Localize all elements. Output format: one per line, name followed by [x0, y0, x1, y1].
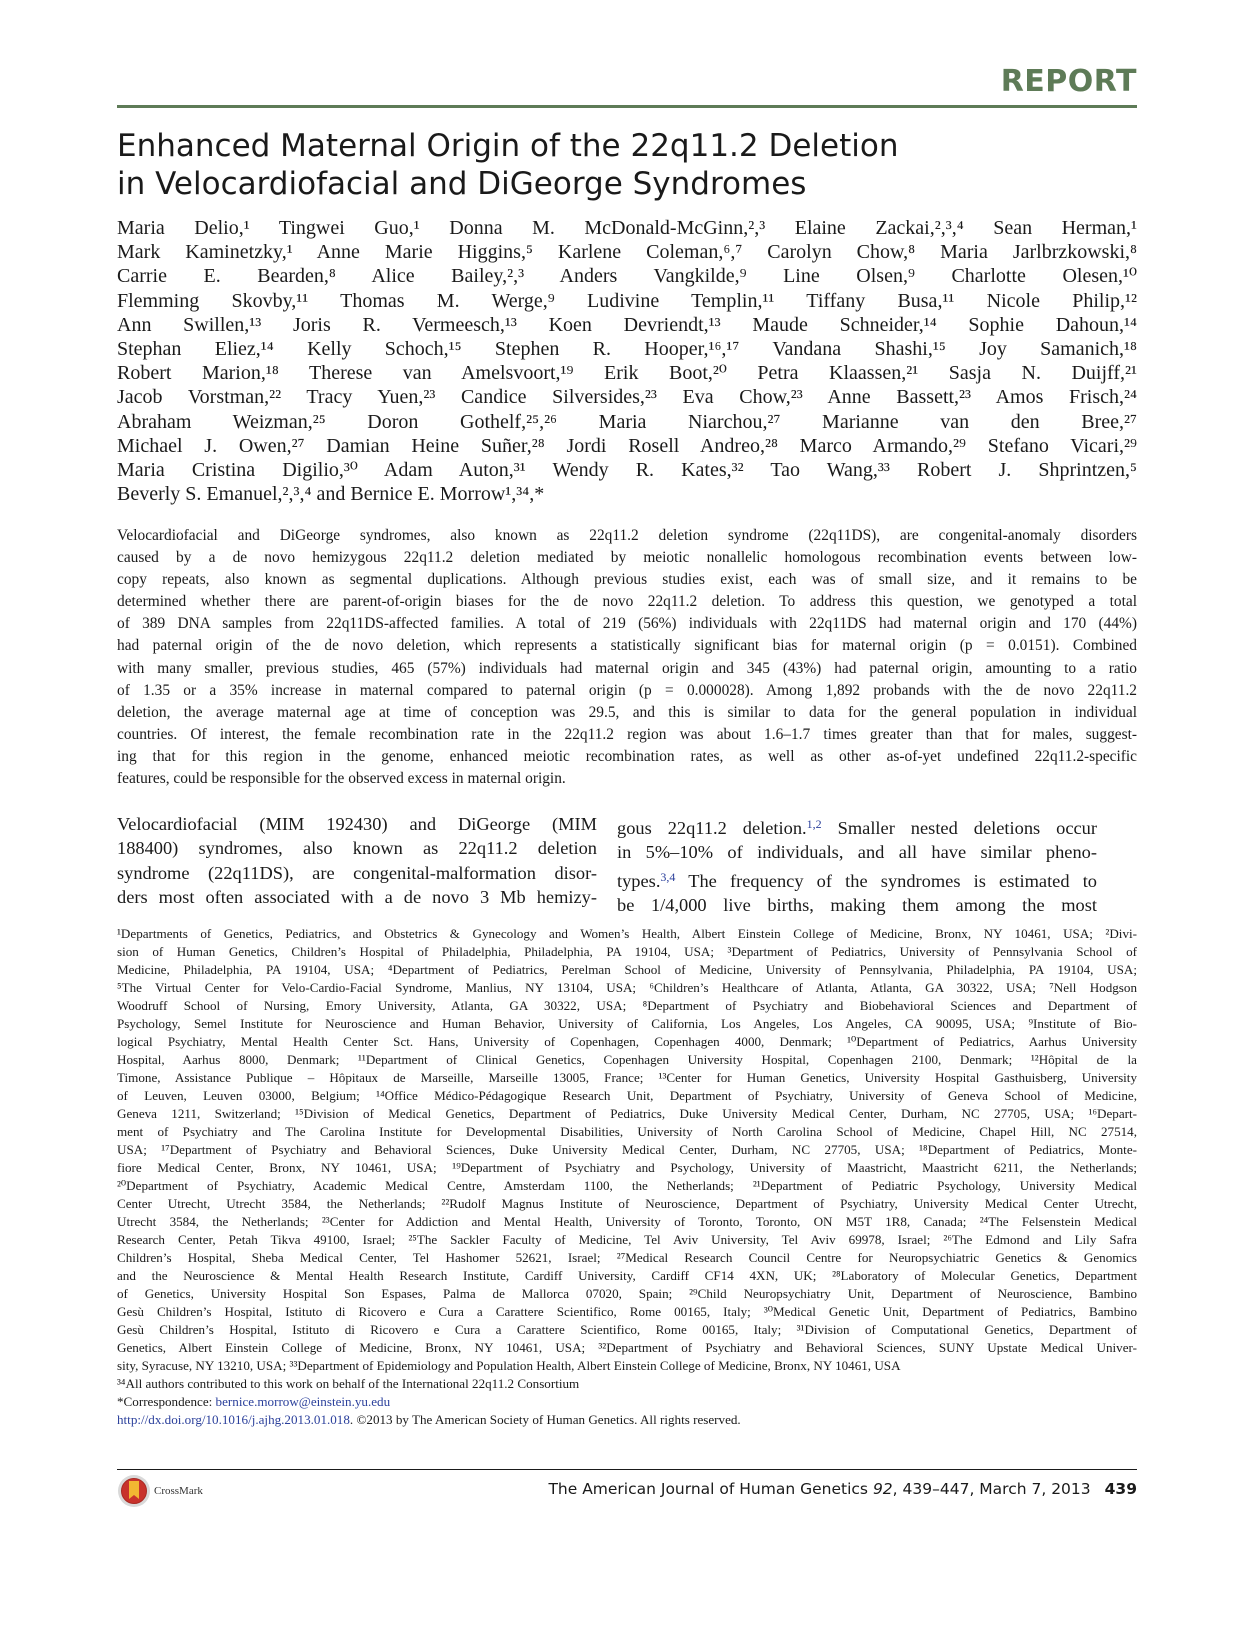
author-line: Beverly S. Emanuel,²,³,⁴ and Bernice E. Morrow¹,³⁴,*	[117, 483, 545, 506]
body-line: ders most often associated with a de novo 3 Mb hemizy-	[117, 886, 597, 907]
affiliation-line: USA; ¹⁷Department of Psychiatry and Behavioral Sciences, Duke University Medical Center, Durham, NC 27705, USA; ¹⁸Department of Pediatrics, Monte-	[117, 1142, 1137, 1157]
affiliation-line: Psychology, Semel Institute for Neuroscience and Human Behavior, University of California, Los Angeles, Los Angeles, CA 90095, USA; ⁹Institute of Bio-	[117, 1016, 1137, 1031]
crossmark-label: CrossMark	[154, 1485, 203, 1497]
affiliation-line: sion of Human Genetics, Children’s Hospital of Philadelphia, Philadelphia, PA 19104, USA; ³Department of Pediatrics, University of Pennsylvania School of	[117, 944, 1137, 959]
body-line: in 5%–10% of individuals, and all have similar pheno-	[617, 842, 1097, 863]
abstract-line: deletion, the average maternal age at time of conception was 29.5, and this is similar to data for the general population in individual	[117, 703, 1137, 721]
abstract-line: with many smaller, previous studies, 465 (57%) individuals had maternal origin and 345 (43%) had paternal origin, amounting to a ratio	[117, 659, 1137, 677]
journal-volume: 92	[872, 1480, 893, 1498]
reference-link[interactable]: 1,2	[806, 817, 822, 831]
affiliation-line: Genetics, Albert Einstein College of Medicine, Bronx, NY 10461, USA; ³²Department of Psychiatry and Behavioral Sciences, SUNY Upstate Medical Univer-	[117, 1340, 1137, 1355]
body-line: Velocardiofacial (MIM 192430) and DiGeorge (MIM	[117, 814, 597, 834]
author-line: Stephan Eliez,¹⁴ Kelly Schoch,¹⁵ Stephen R. Hooper,¹⁶,¹⁷ Vandana Shashi,¹⁵ Joy Samanich,¹⁸	[117, 338, 1137, 361]
affiliation-line: of Leuven, Leuven 03000, Belgium; ¹⁴Office Médico-Pédagogique Research Unit, Department of Psychiatry, University of Geneva School of Medicine,	[117, 1088, 1137, 1103]
abstract-line: of 1.35 or a 35% increase in maternal compared to paternal origin (p = 0.000028). Among 1,892 probands with the de novo 22q11.2	[117, 681, 1137, 699]
author-line: Carrie E. Bearden,⁸ Alice Bailey,²,³ Anders Vangkilde,⁹ Line Olsen,⁹ Charlotte Olesen,¹⁰	[117, 265, 1137, 288]
journal-citation	[548, 1480, 1137, 1498]
affiliation-line: logical Psychiatry, Mental Health Center Sct. Hans, University of Copenhagen, Copenhagen 4000, Denmark; ¹⁰Department of Pediatrics, Aarhus University	[117, 1034, 1137, 1049]
body-column-left	[117, 812, 597, 909]
affiliation-line: ¹Departments of Genetics, Pediatrics, and Obstetrics & Gynecology and Women’s Health, Albert Einstein College of Medicine, Bronx, NY 10461, USA; ²Divi-	[117, 926, 1137, 941]
affiliation-line: sity, Syracuse, NY 13210, USA; ³³Department of Epidemiology and Population Health, Albert Einstein College of Medicine, Bronx, NY 10461, USA	[117, 1358, 901, 1373]
body-line	[617, 865, 1097, 893]
affiliation-line: Geneva 1211, Switzerland; ¹⁵Division of Medical Genetics, Department of Pediatrics, Duke University Medical Center, Durham, NC 27705, USA; ¹⁶Depart-	[117, 1106, 1137, 1121]
crossmark-badge[interactable]	[117, 1474, 247, 1510]
journal-pages-date: , 439–447, March 7, 2013	[892, 1480, 1091, 1498]
correspondence-label: *Correspondence:	[117, 1394, 216, 1409]
affiliation-line: ment of Psychiatry and The Carolina Institute for Developmental Disabilities, University of North Carolina School of Medicine, Chapel Hill, NC 27514,	[117, 1124, 1137, 1139]
abstract-line: copy repeats, also known as segmental duplications. Although previous studies exist, each was of small size, and it remains to be	[117, 571, 1137, 589]
abstract-line: features, could be responsible for the observed excess in maternal origin.	[117, 770, 566, 788]
abstract-line: had paternal origin of the de novo deletion, which represents a statistically significant bias for maternal origin (p = 0.0151). Combined	[117, 637, 1137, 655]
abstract-line: determined whether there are parent-of-origin biases for the de novo 22q11.2 deletion. To address this question, we genotyped a total	[117, 593, 1137, 611]
page-number: 439	[1104, 1480, 1137, 1498]
affiliation-line: ⁵The Virtual Center for Velo-Cardio-Facial Syndrome, Manlius, NY 13104, USA; ⁶Children’s Healthcare of Atlanta, Atlanta, GA 30322, USA; ⁷Nell Hodgson	[117, 980, 1137, 995]
affiliation-line: of Genetics, University Hospital Son Espases, Palma de Mallorca 07020, Spain; ²⁹Child Neuropsychiatry Unit, Department of Neuroscience, Bambino	[117, 1286, 1137, 1301]
body-line: 188400) syndromes, also known as 22q11.2 deletion	[117, 838, 597, 859]
abstract-line: ing that for this region in the genome, enhanced meiotic recombination rates, as well as other as-of-yet undefined 22q11.2-specific	[117, 747, 1137, 765]
doi-link[interactable]: http://dx.doi.org/10.1016/j.ajhg.2013.01.018	[117, 1412, 350, 1427]
author-line: Jacob Vorstman,²² Tracy Yuen,²³ Candice Silversides,²³ Eva Chow,²³ Anne Bassett,²³ Amos Frisch,²⁴	[117, 386, 1137, 409]
author-line: Mark Kaminetzky,¹ Anne Marie Higgins,⁵ Karlene Coleman,⁶,⁷ Carolyn Chow,⁸ Maria Jarlbrzkowski,⁸	[117, 241, 1137, 264]
journal-name: The American Journal of Human Genetics	[548, 1480, 873, 1498]
affiliation-line: ³⁴All authors contributed to this work on behalf of the International 22q11.2 Consortium	[117, 1376, 580, 1391]
body-line: syndrome (22q11DS), are congenital-malformation disor-	[117, 862, 597, 883]
author-line: Maria Delio,¹ Tingwei Guo,¹ Donna M. McDonald-McGinn,²,³ Elaine Zackai,²,³,⁴ Sean Herman,¹	[117, 217, 1137, 239]
affiliation-line: Research Center, Petah Tikva 49100, Israel; ²⁵The Sackler Faculty of Medicine, Tel Aviv University, Tel Aviv 69978, Israel; ²⁶The Edmond and Lily Safra	[117, 1232, 1137, 1247]
affiliation-line: Children’s Hospital, Sheba Medical Center, Tel Hashomer 52621, Israel; ²⁷Medical Research Council Centre for Neuropsychiatric Genetics & Genomics	[117, 1250, 1137, 1265]
abstract-line: of 389 DNA samples from 22q11DS-affected families. A total of 219 (56%) individuals with 22q11DS had maternal origin and 170 (44%)	[117, 615, 1137, 633]
abstract-line: Velocardiofacial and DiGeorge syndromes, also known as 22q11.2 deletion syndrome (22q11DS), are congenital-anomaly disorders	[117, 527, 1137, 544]
affiliation-line: Woodruff School of Nursing, Emory University, Atlanta, GA 30322, USA; ⁸Department of Psychiatry and Biobehavioral Sciences and Department of	[117, 998, 1137, 1013]
affiliation-line: fiore Medical Center, Bronx, NY 10461, USA; ¹⁹Department of Psychiatry and Psychology, University of Maastricht, Maastricht 6211, the Netherlands;	[117, 1160, 1137, 1175]
author-line: Ann Swillen,¹³ Joris R. Vermeesch,¹³ Koen Devriendt,¹³ Maude Schneider,¹⁴ Sophie Dahoun,¹⁴	[117, 313, 1137, 336]
author-line: Flemming Skovby,¹¹ Thomas M. Werge,⁹ Ludivine Templin,¹¹ Tiffany Busa,¹¹ Nicole Philip,¹²	[117, 289, 1137, 312]
copyright-text: . ©2013 by The American Society of Human Genetics. All rights reserved.	[349, 1412, 741, 1427]
correspondence-line	[117, 1393, 1137, 1411]
title-line: in Velocardiofacial and DiGeorge Syndromes	[117, 166, 807, 202]
affiliation-line: and the Neuroscience & Mental Health Research Institute, Cardiff University, Cardiff CF14 4XN, UK; ²⁸Laboratory of Molecular Genetics, Department	[117, 1268, 1137, 1283]
header-rule	[117, 105, 1137, 108]
affiliation-line: Center Utrecht, Utrecht 3584, the Netherlands; ²²Rudolf Magnus Institute of Neuroscience, Department of Psychiatry, University Medical Center Utrecht,	[117, 1196, 1137, 1211]
reference-link[interactable]: 3,4	[660, 869, 676, 884]
crossmark-icon	[117, 1474, 151, 1508]
abstract-line: caused by a de novo hemizygous 22q11.2 deletion mediated by meiotic nonallelic homologous recombination events between low-	[117, 549, 1137, 567]
affiliations	[117, 925, 1137, 1429]
affiliation-line: Gesù Children’s Hospital, Istituto di Ricovero e Cura a Carattere Scientifico, Rome 00165, Italy; ³¹Division of Computational Genetics, Department of	[117, 1322, 1137, 1337]
affiliation-line: Utrecht 3584, the Netherlands; ²³Center for Addiction and Mental Health, University of Toronto, Toronto, ON M5T 1R8, Canada; ²⁴The Felsenstein Medical	[117, 1214, 1137, 1229]
body-text: Smaller nested deletions occur	[821, 818, 1097, 838]
body-line	[617, 812, 1097, 840]
affiliation-line: Gesù Children’s Hospital, Istituto di Ricovero e Cura a Carattere Scientifico, Rome 00165, Italy; ³⁰Medical Genetic Unit, Department of Pediatrics, Bambino	[117, 1304, 1137, 1319]
affiliation-line: Medicine, Philadelphia, PA 19104, USA; ⁴Department of Pediatrics, Perelman School of Medicine, University of Pennsylvania, Philadelphia, PA 19104, USA;	[117, 962, 1137, 977]
section-label: REPORT	[1000, 64, 1137, 99]
abstract	[117, 525, 1137, 790]
affiliation-line: ²⁰Department of Psychiatry, Academic Medical Centre, Amsterdam 1100, the Netherlands; ²¹Department of Pediatric Psychology, University Medical	[117, 1178, 1137, 1193]
body-column-right	[617, 812, 1097, 917]
author-line: Robert Marion,¹⁸ Therese van Amelsvoort,¹⁹ Erik Boot,²⁰ Petra Klaassen,²¹ Sasja N. Duijff,²¹	[117, 362, 1137, 385]
body-line: be 1/4,000 live births, making them among the most	[617, 894, 1097, 915]
affiliation-line: Hospital, Aarhus 8000, Denmark; ¹¹Department of Clinical Genetics, Copenhagen University Hospital, Copenhagen 2100, Denmark; ¹²Hôpital de la	[117, 1052, 1137, 1067]
abstract-line: countries. Of interest, the female recombination rate in the 22q11.2 region was about 1.6–1.7 times greater than that for males, suggest-	[117, 725, 1137, 743]
author-line: Abraham Weizman,²⁵ Doron Gothelf,²⁵,²⁶ Maria Niarchou,²⁷ Marianne van den Bree,²⁷	[117, 410, 1137, 433]
affiliation-line: Timone, Assistance Publique – Hôpitaux de Marseille, Marseille 13005, France; ¹³Center for Human Genetics, University Hospital Gasthuisberg, University	[117, 1070, 1137, 1085]
author-list	[117, 216, 1137, 506]
correspondence-email-link[interactable]: bernice.morrow@einstein.yu.edu	[215, 1394, 391, 1409]
body-text: types.	[617, 870, 661, 891]
body-text: The frequency of the syndromes is estimated to	[675, 870, 1097, 891]
footer-rule	[117, 1469, 1137, 1470]
author-line: Maria Cristina Digilio,³⁰ Adam Auton,³¹ Wendy R. Kates,³² Tao Wang,³³ Robert J. Shprintzen,⁵	[117, 459, 1137, 482]
author-line: Michael J. Owen,²⁷ Damian Heine Suñer,²⁸ Jordi Rosell Andreo,²⁸ Marco Armando,²⁹ Stefano Vicari,²⁹	[117, 434, 1137, 457]
body-text: gous 22q11.2 deletion.	[617, 818, 807, 838]
article-title	[117, 127, 1017, 203]
doi-line	[117, 1411, 1137, 1429]
title-line: Enhanced Maternal Origin of the 22q11.2 Deletion	[117, 128, 899, 164]
